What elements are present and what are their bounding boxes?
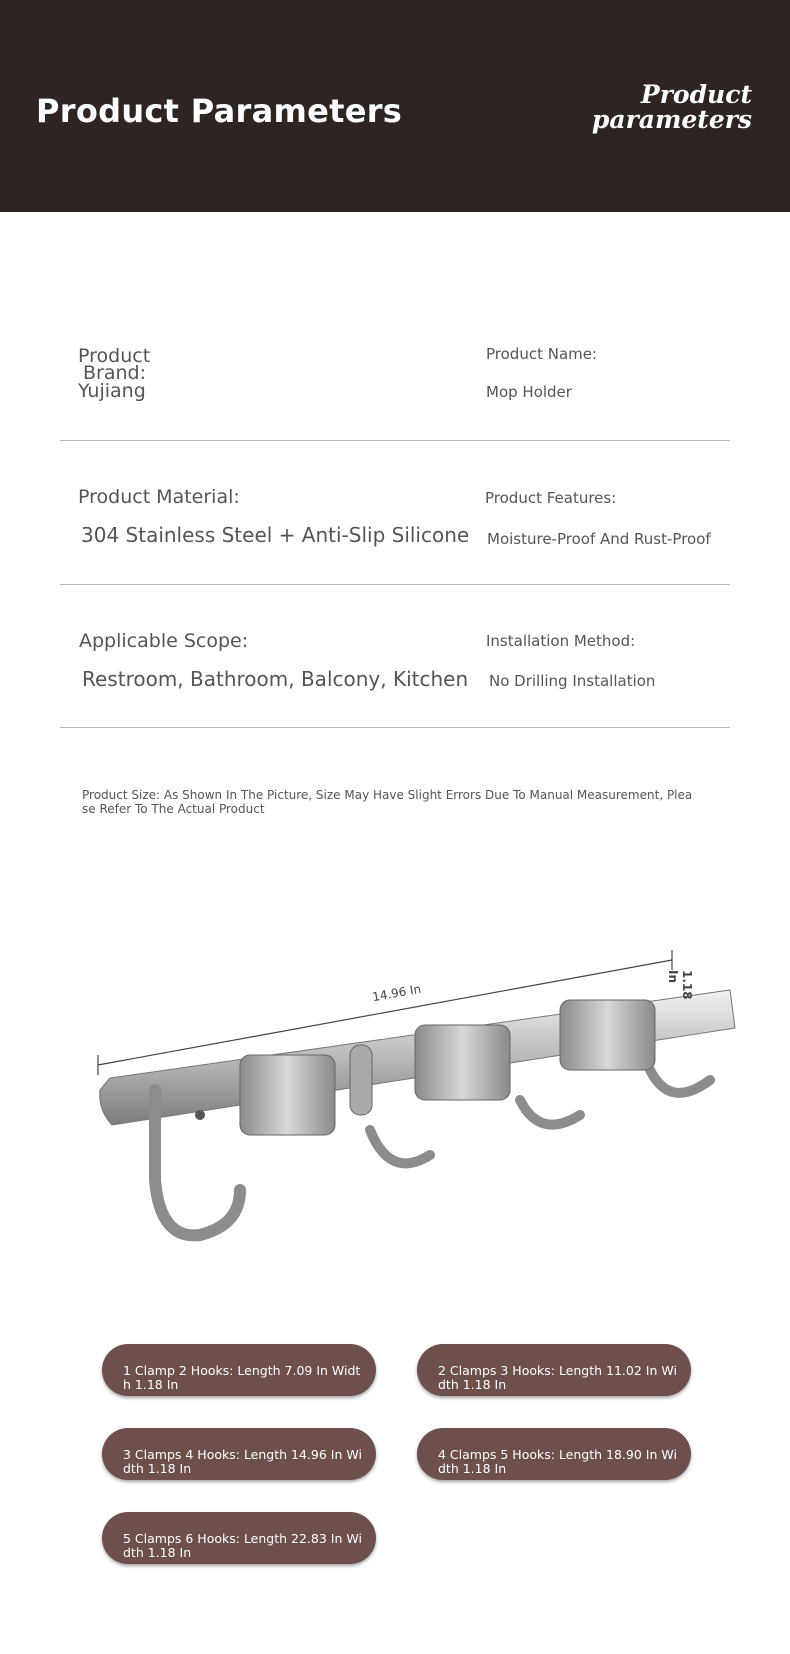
size-option-3 <box>102 1428 376 1480</box>
name-value: Mop Holder <box>486 383 572 401</box>
size-option-4 <box>417 1428 691 1480</box>
size-option-2 <box>417 1344 691 1396</box>
size-option-1 <box>102 1344 376 1396</box>
divider-1 <box>60 440 730 441</box>
product-image <box>90 940 740 1260</box>
brand-label-line2: Brand: <box>83 362 146 384</box>
header-banner <box>0 0 790 212</box>
size-option-3-label: 3 Clamps 4 Hooks: Length 14.96 In Width 1.18 In <box>123 1447 362 1476</box>
material-value: 304 Stainless Steel + Anti-Slip Silicone <box>81 523 470 547</box>
size-option-5 <box>102 1512 376 1564</box>
brand-label <box>78 345 151 384</box>
length-dimension: 14.96 In <box>371 981 423 1005</box>
name-label: Product Name: <box>486 345 598 363</box>
scope-label: Applicable Scope: <box>79 630 249 652</box>
script-title <box>592 82 752 132</box>
divider-2 <box>60 584 730 585</box>
features-value: Moisture-Proof And Rust-Proof <box>487 530 711 548</box>
material-label: Product Material: <box>78 486 240 508</box>
brand-label-line1: Product <box>78 345 151 367</box>
script-title-line2: parameters <box>591 105 752 134</box>
scope-value: Restroom, Bathroom, Balcony, Kitchen <box>82 667 469 691</box>
size-option-2-label: 2 Clamps 3 Hooks: Length 11.02 In Width 1.18 In <box>438 1363 677 1392</box>
size-note: Product Size: As Shown In The Picture, Size May Have Slight Errors Due To Manual Measurement, Please Refer To The Actual Product <box>82 788 693 816</box>
width-dimension: 1.18 In <box>666 970 694 1000</box>
install-label: Installation Method: <box>486 632 636 650</box>
size-option-1-label: 1 Clamp 2 Hooks: Length 7.09 In Width 1.18 In <box>123 1363 361 1392</box>
size-option-5-label: 5 Clamps 6 Hooks: Length 22.83 In Width 1.18 In <box>123 1531 362 1560</box>
features-label: Product Features: <box>485 489 617 507</box>
size-option-4-label: 4 Clamps 5 Hooks: Length 18.90 In Width 1.18 In <box>438 1447 677 1476</box>
brand-value: Yujiang <box>78 380 146 402</box>
divider-3 <box>60 727 730 728</box>
script-title-line1: Product <box>640 80 752 109</box>
install-value: No Drilling Installation <box>489 672 656 690</box>
page-title: Product Parameters <box>36 92 403 130</box>
